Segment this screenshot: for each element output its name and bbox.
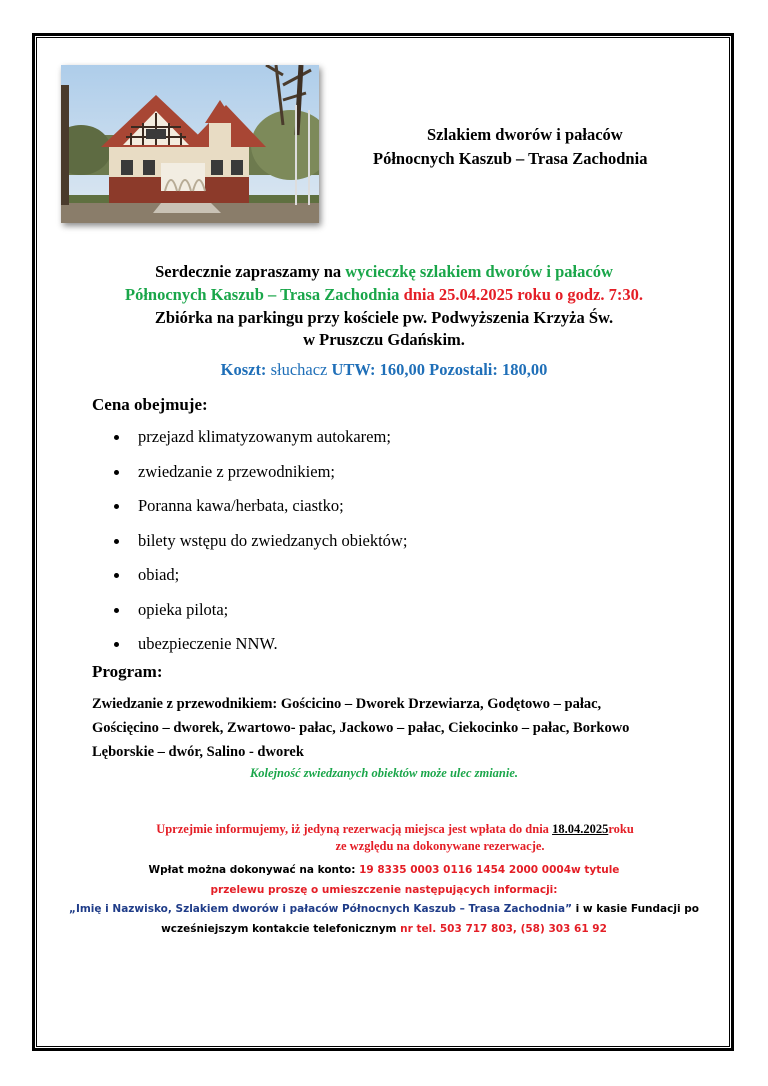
reservation-info: Uprzejmie informujemy, iż jedyną rezerwacją miejsca jest wpłata do dnia 18.04.2025roku ze względu na dokonywane rezerwacje.: [156, 822, 634, 853]
manor-house-photo: [61, 65, 319, 223]
payment-line-4: wcześniejszym kontakcie telefonicznym nr tel. 503 717 803, (58) 303 61 92: [161, 922, 607, 935]
cost-line: [60, 359, 708, 381]
bullet-icon: [114, 608, 119, 613]
list-item: zwiedzanie z przewodnikiem;: [92, 460, 407, 495]
transfer-title: „Imię i Nazwisko, Szlakiem dworów i pałaców Północnych Kaszub – Trasa Zachodnia”: [69, 903, 572, 915]
list-item: opieka pilota;: [92, 598, 407, 633]
reservation-text: Uprzejmie informujemy, iż jedyną rezerwacją miejsca jest wpłata do dnia: [156, 822, 553, 836]
bullet-icon: [114, 504, 119, 509]
payment-line-1: Wpłat można dokonywać na konto: 19 8335 0003 0116 1454 2000 0004w tytule: [148, 864, 620, 876]
payment-line-3: „Imię i Nazwisko, Szlakiem dworów i pałaców Północnych Kaszub – Trasa Zachodnia” i w kasie Fundacji po: [69, 903, 699, 915]
invite-date: dnia 25.04.2025 roku o godz. 7:30.: [399, 285, 643, 304]
payment-line-2: przelewu proszę o umieszczenie następujących informacji:: [210, 883, 558, 896]
bullet-icon: [114, 642, 119, 647]
invite-line-4: w Pruszczu Gdańskim.: [303, 330, 465, 349]
list-item: Poranna kawa/herbata, ciastko;: [92, 494, 407, 529]
document-title: [360, 123, 740, 171]
bullet-icon: [114, 470, 119, 475]
cost-label: Koszt:: [220, 360, 267, 379]
list-item: przejazd klimatyzowanym autokarem;: [92, 425, 407, 460]
program-note: Kolejność zwiedzanych obiektów może ulec zmianie.: [249, 766, 519, 780]
includes-list: [92, 425, 407, 667]
title-line-2: Północnych Kaszub – Trasa Zachodnia: [373, 149, 648, 168]
cost-student: słuchacz: [266, 360, 332, 379]
bank-account: 19 8335 0003 0116 1454 2000 0004w tytule: [359, 864, 620, 876]
invite-line-1: [60, 261, 708, 283]
phone-numbers: nr tel. 503 717 803, (58) 303 61 92: [400, 922, 607, 935]
reservation-deadline: 18.04.2025: [552, 822, 609, 836]
invite-line-3: Zbiórka na parkingu przy kościele pw. Podwyższenia Krzyża Św.: [154, 308, 614, 327]
list-item: obiad;: [92, 563, 407, 598]
bullet-icon: [114, 539, 119, 544]
program-heading: Program:: [92, 662, 163, 681]
bullet-icon: [114, 435, 119, 440]
invite-route-name: Północnych Kaszub – Trasa Zachodnia: [124, 285, 400, 304]
program-text: Zwiedzanie z przewodnikiem: Gościcino – Dworek Drzewiarza, Godętowo – pałac, Gościęcino – dworek, Zwartowo- pałac, Jackowo – pałac, Ciekocinko – pałac, Borkowo Lęborskie – dwór, Salino - dworek: [92, 696, 630, 760]
invite-text: Serdecznie zapraszamy na: [155, 262, 346, 281]
includes-heading: Cena obejmuje:: [92, 395, 208, 414]
bullet-icon: [114, 573, 119, 578]
cost-prices: UTW: 160,00 Pozostali: 180,00: [331, 360, 548, 379]
reservation-reason: ze względu na dokonywane rezerwacje.: [335, 839, 545, 853]
invite-line-2: [60, 284, 708, 306]
list-item: ubezpieczenie NNW.: [92, 632, 407, 667]
title-line-1: Szlakiem dworów i pałaców: [427, 125, 623, 144]
payment-info: [60, 861, 708, 939]
list-item: bilety wstępu do zwiedzanych obiektów;: [92, 529, 407, 564]
invite-trip-name: wycieczkę szlakiem dworów i pałaców: [345, 262, 613, 281]
